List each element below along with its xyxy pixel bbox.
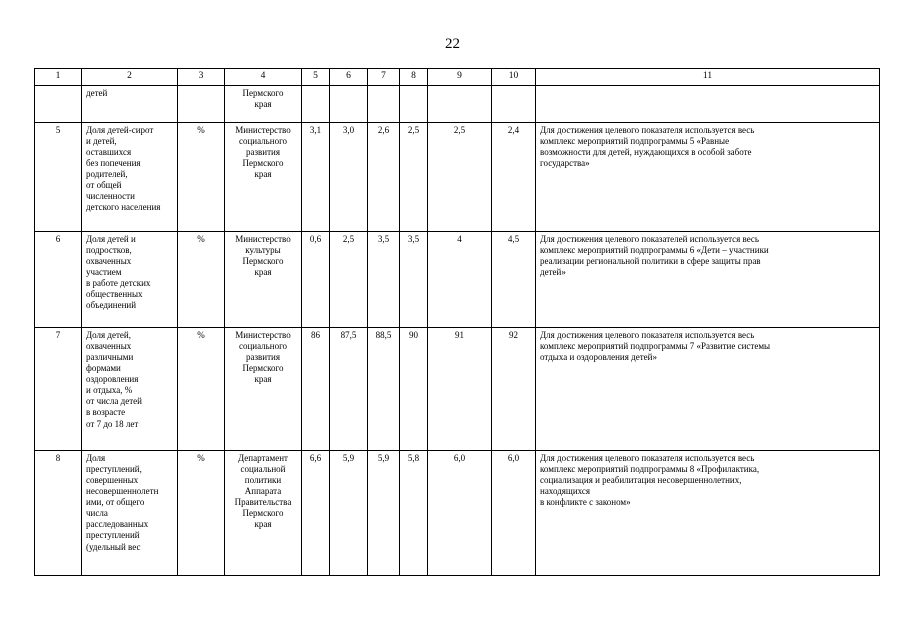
value: 0,6	[302, 232, 330, 328]
value: 5,9	[330, 451, 368, 576]
row-number: 6	[35, 232, 82, 328]
value: 2,5	[428, 123, 492, 232]
value: 3,1	[302, 123, 330, 232]
value	[302, 86, 330, 123]
value	[400, 86, 428, 123]
row-number	[35, 86, 82, 123]
indicator-name: Доля преступлений, совершенных несовершеннолетн ими, от общего числа расследованных преступлений (удельный вес	[86, 453, 159, 552]
value	[368, 86, 400, 123]
unit: %	[178, 451, 225, 576]
value: 91	[428, 328, 492, 451]
value: 2,4	[492, 123, 536, 232]
value: 92	[492, 328, 536, 451]
table-row	[35, 123, 880, 232]
note: Для достижения целевого показателя используется весь комплекс мероприятий подпрограммы 7 «Развитие системы отдыха и оздоровления детей»	[540, 330, 771, 363]
indicator-table	[34, 68, 880, 576]
column-number: 3	[178, 69, 225, 86]
table-row	[35, 232, 880, 328]
column-number: 5	[302, 69, 330, 86]
value: 5,8	[400, 451, 428, 576]
unit: %	[178, 232, 225, 328]
row-number: 8	[35, 451, 82, 576]
value: 88,5	[368, 328, 400, 451]
note: Для достижения целевого показателей используется весь комплекс мероприятий подпрограммы 6 «Дети – участники реализации региональной политики в сфере защиты прав детей»	[540, 234, 769, 278]
value: 90	[400, 328, 428, 451]
indicator-name: детей	[86, 88, 108, 98]
responsible-body: Департамент социальной политики Аппарата Правительства Пермского края	[234, 453, 292, 530]
value	[428, 86, 492, 123]
responsible-body: Министерство культуры Пермского края	[235, 234, 291, 278]
unit: %	[178, 328, 225, 451]
value: 6,0	[492, 451, 536, 576]
indicator-name: Доля детей, охваченных различными формами оздоровления и отдыха, % от числа детей в возрасте от 7 до 18 лет	[86, 330, 142, 429]
column-number: 4	[225, 69, 302, 86]
column-number: 9	[428, 69, 492, 86]
value: 3,5	[400, 232, 428, 328]
value	[492, 86, 536, 123]
unit: %	[178, 123, 225, 232]
value: 2,5	[330, 232, 368, 328]
responsible-body: Министерство социального развития Пермского края	[235, 330, 291, 385]
column-number: 8	[400, 69, 428, 86]
page-number: 22	[445, 36, 460, 52]
value: 3,5	[368, 232, 400, 328]
table-header-row	[35, 69, 880, 86]
value: 5,9	[368, 451, 400, 576]
value: 6,6	[302, 451, 330, 576]
value: 2,6	[368, 123, 400, 232]
row-number: 7	[35, 328, 82, 451]
value: 4	[428, 232, 492, 328]
column-number: 11	[536, 69, 880, 86]
indicator-name: Доля детей-сирот и детей, оставшихся без попечения родителей, от общей численности детского населения	[86, 125, 161, 213]
column-number: 6	[330, 69, 368, 86]
column-number: 2	[82, 69, 178, 86]
value: 87,5	[330, 328, 368, 451]
value	[330, 86, 368, 123]
column-number: 7	[368, 69, 400, 86]
value: 3,0	[330, 123, 368, 232]
note: Для достижения целевого показателя используется весь комплекс мероприятий подпрограммы 5 «Равные возможности для детей, нуждающихся в особой заботе государства»	[540, 125, 755, 169]
unit	[178, 86, 225, 123]
value: 86	[302, 328, 330, 451]
value: 4,5	[492, 232, 536, 328]
value: 2,5	[400, 123, 428, 232]
value: 6,0	[428, 451, 492, 576]
responsible-body: Министерство социального развития Пермского края	[235, 125, 291, 180]
note: Для достижения целевого показателя используется весь комплекс мероприятий подпрограммы 8 «Профилактика, социализация и реабилитация несовершеннолетних, находящихся в конфликте с законом»	[540, 453, 760, 508]
table-row	[35, 451, 880, 576]
table-row	[35, 86, 880, 123]
responsible-body: Пермского края	[242, 88, 284, 110]
column-number: 1	[35, 69, 82, 86]
row-number: 5	[35, 123, 82, 232]
column-number: 10	[492, 69, 536, 86]
indicator-name: Доля детей и подростков, охваченных участием в работе детских общественных объединений	[86, 234, 151, 311]
table-row	[35, 328, 880, 451]
